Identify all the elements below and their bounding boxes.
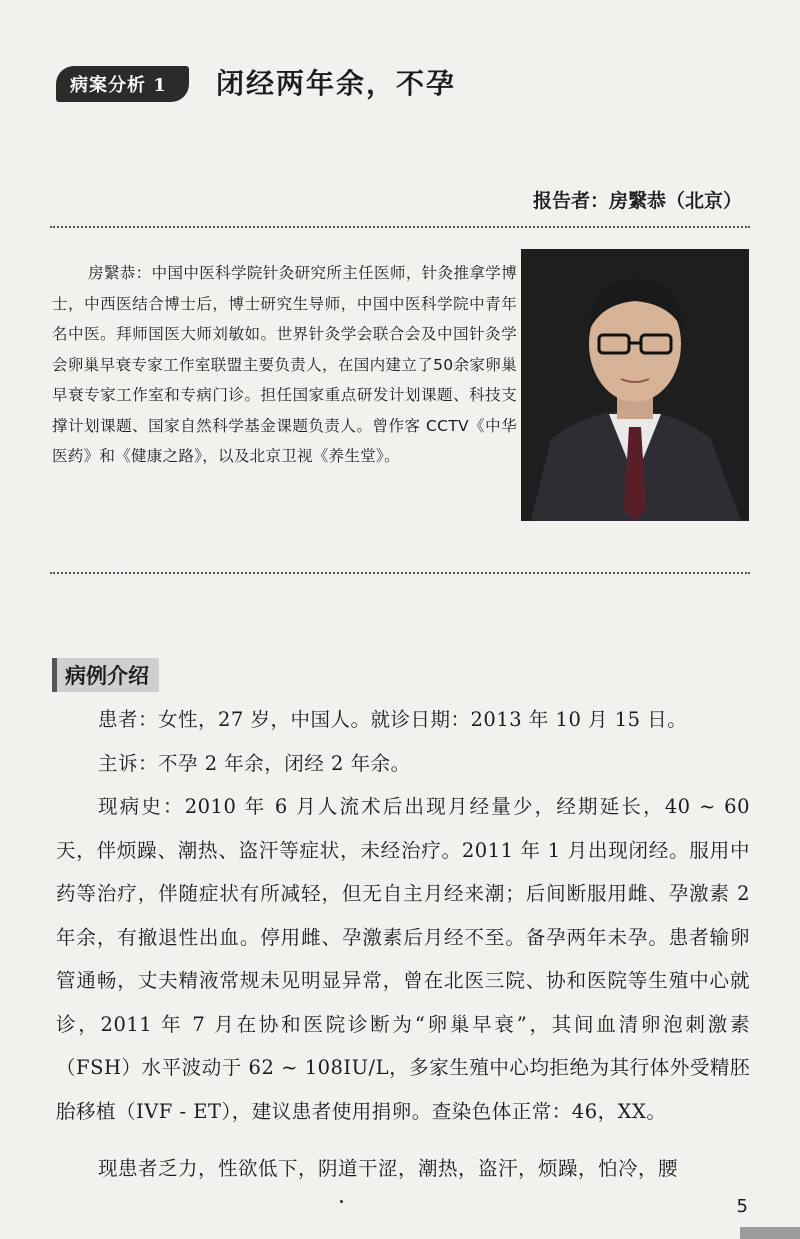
case-header bbox=[56, 62, 756, 102]
section-label: 病例介绍 bbox=[52, 658, 159, 692]
portrait-icon bbox=[521, 249, 749, 521]
current-symptoms: 现患者乏力，性欲低下，阴道干涩，潮热，盗汗，烦躁，怕冷，腰 bbox=[98, 1157, 679, 1180]
case-body bbox=[56, 698, 750, 1191]
present-history: 现病史：2010 年 6 月人流术后出现月经量少，经期延长，40 ~ 60 天，伴烦躁、潮热、盗汗等症状，未经治疗。2011 年 1 月出现闭经。服用中药等治疗，伴随症状有所减轻，但无自主月经来潮；后间断服用雌、孕激素 2 年余，有撤退性出血。停用雌、孕激素后月经不至。备孕两年未孕。患者输卵管通畅，丈夫精液常规未见明显异常，曾在北医三院、协和医院等生殖中心就诊，2011 年 7 月在协和医院诊断为“卵巢早衰”，其间血清卵泡刺激素（FSH）水平波动于 62 ~ 108IU/L，多家生殖中心均拒绝为其行体外受精胚胎移植（IVF - ET），建议患者使用捐卵。查染色体正常：46，XX。 bbox=[56, 795, 750, 1123]
page-number: 5 bbox=[736, 1196, 748, 1217]
case-title: 闭经两年余，不孕 bbox=[216, 67, 457, 100]
reporter-line: 报告者：房繄恭（北京） bbox=[532, 190, 742, 212]
patient-info: 患者：女性，27 岁，中国人。就诊日期：2013 年 10 月 15 日。 bbox=[98, 708, 688, 731]
portrait-photo bbox=[521, 249, 749, 521]
author-bio: 房繄恭：中国中医科学院针灸研究所主任医师，针灸推拿学博士，中西医结合博士后，博士研究生导师，中国中医科学院中青年名中医。拜师国医大师刘敏如。世界针灸学会联合会及中国针灸学会卵巢早衰专家工作室联盟主要负责人，在国内建立了50余家卵巢早衰专家工作室和专病门诊。担任国家重点研发计划课题、科技支撑计划课题、国家自然科学基金课题负责人。曾作客 CCTV《中华医药》和《健康之路》，以及北京卫视《养生堂》。 bbox=[52, 264, 517, 465]
bio-divider bbox=[50, 572, 750, 574]
page-edge-bar bbox=[740, 1227, 800, 1239]
case-badge: 病案分析 1 bbox=[56, 66, 189, 102]
chief-complaint: 主诉：不孕 2 年余，闭经 2 年余。 bbox=[98, 751, 411, 775]
print-dot bbox=[340, 1200, 343, 1203]
top-divider bbox=[50, 226, 750, 228]
